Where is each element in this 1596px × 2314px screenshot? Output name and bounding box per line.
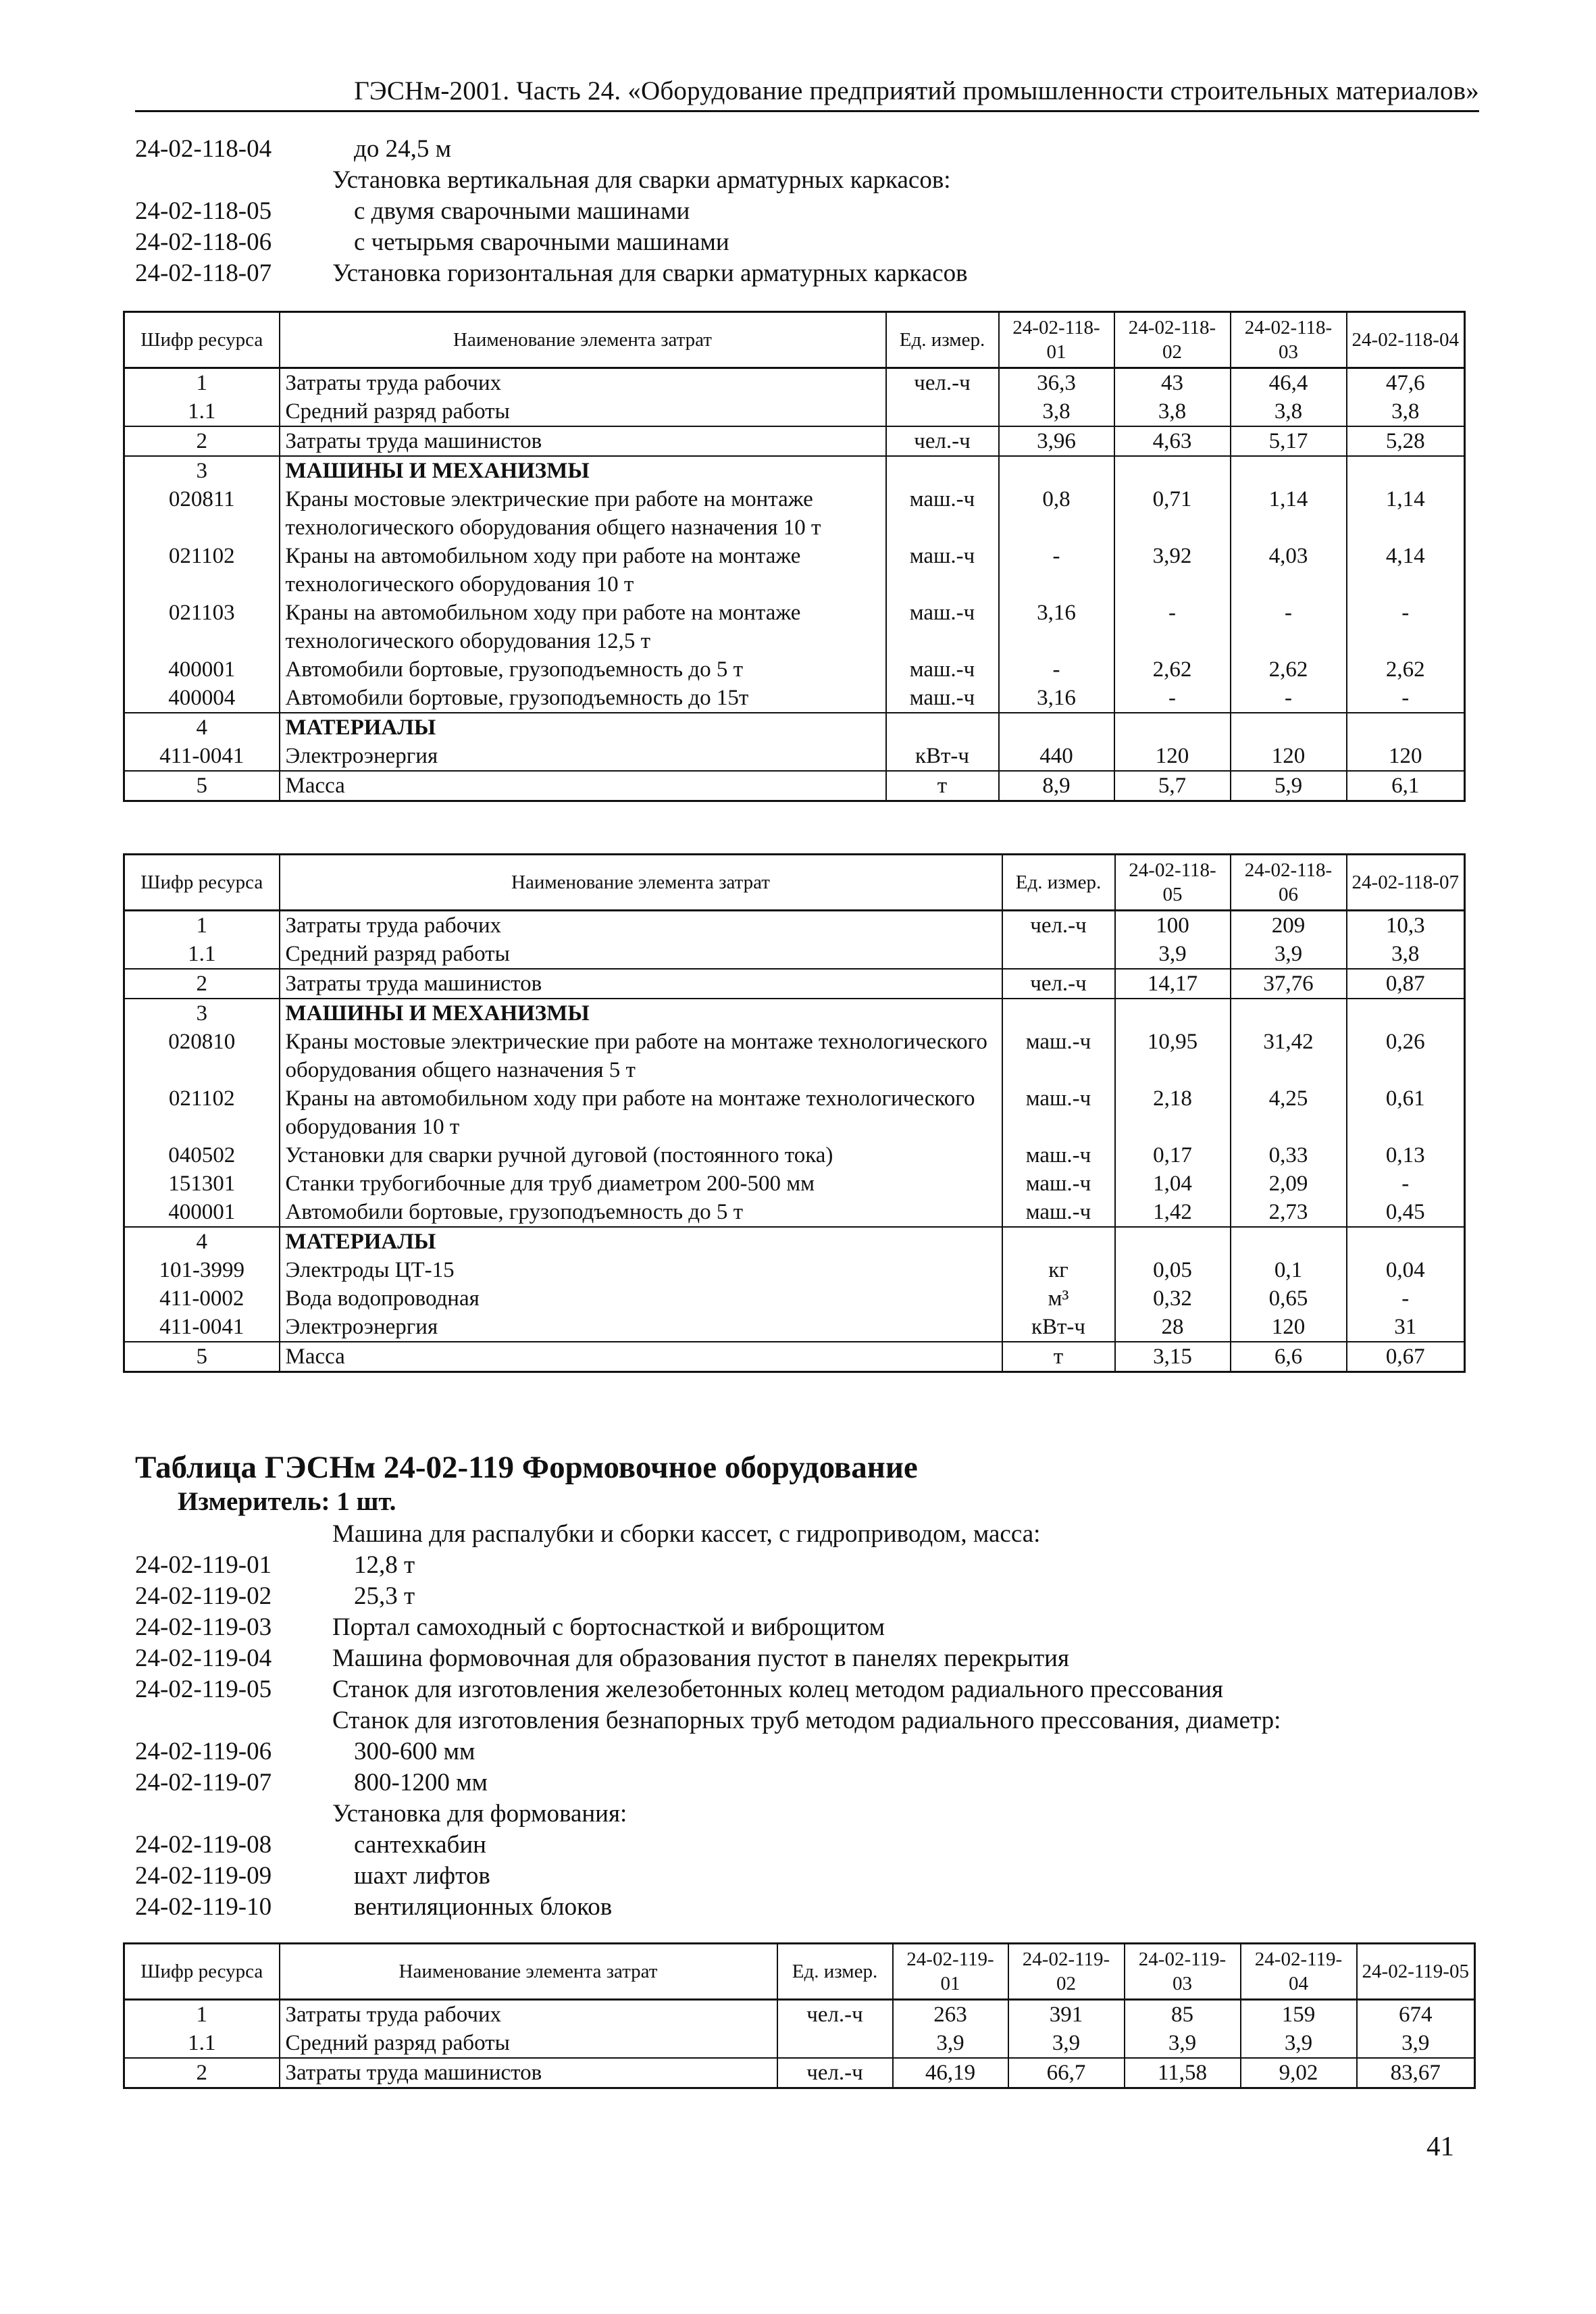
resource-code-cell: 5 [124,771,280,801]
table-row [124,1284,1465,1313]
cost-item-name: Краны на автомобильном ходу при работе на монтаже технологического оборудования 12,5 т [280,599,886,655]
column-header: Ед. измер. [1002,855,1115,911]
value-cell: 5,9 [1231,771,1347,801]
value-cell: 2,73 [1231,1198,1347,1227]
column-header: Шифр ресурса [124,312,280,368]
value-cell: 85 [1125,2000,1241,2030]
cost-item-name: Автомобили бортовые, грузоподъемность до 5 т [280,1198,1002,1227]
column-header: Наименование элемента затрат [280,312,886,368]
value-cell: 0,87 [1347,969,1465,999]
resource-code-cell: 5 [124,1342,280,1372]
value-cell: 83,67 [1357,2058,1475,2088]
cost-item-name: Электроды ЦТ-15 [280,1256,1002,1284]
table-row [124,1342,1465,1372]
resource-description: Машина формовочная для образования пустот в панелях перекрытия [332,1644,1069,1672]
value-cell [1115,1227,1231,1256]
value-cell: 3,96 [999,426,1114,456]
value-cell: 3,16 [999,684,1114,713]
value-cell: - [1114,599,1231,655]
resource-code: 24-02-118-06 [135,228,272,256]
cost-table-118-01-04 [123,311,1466,802]
resource-code-cell: 411-0041 [124,742,280,771]
resource-code: 24-02-119-09 [135,1862,272,1890]
column-header: 24-02-118-06 [1231,855,1347,911]
cost-item-name: МАШИНЫ И МЕХАНИЗМЫ [280,999,1002,1028]
table-row [124,456,1465,485]
value-cell: 3,15 [1115,1342,1231,1372]
value-cell [1231,999,1347,1028]
value-cell [1115,999,1231,1028]
resource-code-cell: 400001 [124,655,280,684]
value-cell: 2,62 [1114,655,1231,684]
value-cell: 11,58 [1125,2058,1241,2088]
cost-item-name: Установки для сварки ручной дуговой (постоянного тока) [280,1141,1002,1169]
value-cell: 3,16 [999,599,1114,655]
table-row [124,542,1465,599]
value-cell: 47,6 [1347,368,1465,398]
value-cell [999,456,1114,485]
value-cell: 1,14 [1231,485,1347,542]
resource-code-cell: 4 [124,1227,280,1256]
table-row [124,2029,1475,2058]
resource-code: 24-02-118-04 [135,135,272,163]
table-row [124,1141,1465,1169]
column-header: 24-02-119-01 [893,1944,1008,2000]
column-header: 24-02-119-03 [1125,1944,1241,2000]
unit-cell: маш.-ч [1002,1198,1115,1227]
resource-code-cell: 040502 [124,1141,280,1169]
unit-cell: кВт-ч [886,742,999,771]
value-cell: 31,42 [1231,1028,1347,1084]
column-header: Шифр ресурса [124,1944,280,2000]
resource-description: с двумя сварочными машинами [354,197,690,225]
cost-item-name: Станки трубогибочные для труб диаметром 200-500 мм [280,1169,1002,1198]
unit-cell: кг [1002,1256,1115,1284]
resource-code-cell: 020810 [124,1028,280,1084]
resource-code-cell: 2 [124,2058,280,2088]
resource-description: Установка горизонтальная для сварки арматурных каркасов [332,259,968,287]
column-header: Наименование элемента затрат [280,855,1002,911]
value-cell: 3,8 [1347,397,1465,426]
cost-item-name: Автомобили бортовые, грузоподъемность до 15т [280,684,886,713]
value-cell: 46,4 [1231,368,1347,398]
value-cell: 0,71 [1114,485,1231,542]
resource-code-cell: 1.1 [124,940,280,969]
value-cell: 0,8 [999,485,1114,542]
value-cell: 66,7 [1008,2058,1125,2088]
resource-description: сантехкабин [354,1831,486,1859]
cost-item-name: Затраты труда машинистов [280,969,1002,999]
value-cell [1114,713,1231,742]
value-cell: 209 [1231,911,1347,940]
cost-table-118-05-07 [123,853,1466,1373]
cost-item-name: Затраты труда машинистов [280,2058,777,2088]
page-number: 41 [1426,2130,1454,2161]
value-cell [999,713,1114,742]
cost-item-name: Средний разряд работы [280,397,886,426]
table-row [124,368,1465,398]
value-cell [1114,456,1231,485]
resource-code: 24-02-119-06 [135,1738,272,1765]
column-header: 24-02-118-01 [999,312,1114,368]
table-row [124,1227,1465,1256]
value-cell: 120 [1231,1313,1347,1342]
table-row [124,397,1465,426]
resource-description: Машина для распалубки и сборки кассет, с гидроприводом, масса: [332,1520,1041,1548]
resource-code: 24-02-119-05 [135,1676,272,1703]
unit-cell: чел.-ч [886,426,999,456]
resource-code: 24-02-118-05 [135,197,272,225]
value-cell: 159 [1241,2000,1357,2030]
resource-description: 12,8 т [354,1551,415,1579]
value-cell: 2,09 [1231,1169,1347,1198]
value-cell: 0,17 [1115,1141,1231,1169]
value-cell: 0,45 [1347,1198,1465,1227]
resource-description: до 24,5 м [354,135,451,163]
unit-cell: чел.-ч [1002,969,1115,999]
cost-item-name: Затраты труда машинистов [280,426,886,456]
value-cell: 3,8 [1231,397,1347,426]
table-row [124,1256,1465,1284]
cost-item-name: МАТЕРИАЛЫ [280,1227,1002,1256]
value-cell: - [1347,599,1465,655]
value-cell: 0,1 [1231,1256,1347,1284]
resource-description: 25,3 т [354,1582,415,1610]
value-cell: 0,61 [1347,1084,1465,1141]
value-cell: 0,65 [1231,1284,1347,1313]
value-cell: 3,9 [1231,940,1347,969]
value-cell [1231,713,1347,742]
unit-cell: маш.-ч [1002,1169,1115,1198]
resource-description: Станок для изготовления железобетонных колец методом радиального прессования [332,1676,1224,1703]
column-header: 24-02-118-03 [1231,312,1347,368]
measure-unit-label: Измеритель: 1 шт. [178,1487,396,1516]
cost-item-name: Электроэнергия [280,1313,1002,1342]
value-cell: 674 [1357,2000,1475,2030]
resource-description: 300-600 мм [354,1738,475,1765]
resource-code-cell: 021103 [124,599,280,655]
value-cell: 37,76 [1231,969,1347,999]
table-row [124,426,1465,456]
resource-code-cell: 1 [124,911,280,940]
resource-code: 24-02-119-08 [135,1831,272,1859]
value-cell: 4,14 [1347,542,1465,599]
resource-code-cell: 021102 [124,1084,280,1141]
resource-code-cell: 3 [124,999,280,1028]
value-cell: 6,1 [1347,771,1465,801]
value-cell: 440 [999,742,1114,771]
resource-code: 24-02-119-01 [135,1551,272,1579]
resource-description: Портал самоходный с бортоснасткой и виброщитом [332,1613,885,1641]
value-cell: 0,32 [1115,1284,1231,1313]
column-header: Шифр ресурса [124,855,280,911]
value-cell: 9,02 [1241,2058,1357,2088]
value-cell: 1,42 [1115,1198,1231,1227]
table-header-row [124,312,1465,368]
table-row [124,2000,1475,2030]
value-cell: 2,62 [1347,655,1465,684]
value-cell: 3,92 [1114,542,1231,599]
value-cell: 391 [1008,2000,1125,2030]
value-cell: 8,9 [999,771,1114,801]
unit-cell: чел.-ч [886,368,999,398]
table-row [124,485,1465,542]
value-cell: - [999,542,1114,599]
value-cell: 3,8 [999,397,1114,426]
value-cell: 1,14 [1347,485,1465,542]
unit-cell [1002,1227,1115,1256]
resource-code-cell: 2 [124,969,280,999]
unit-cell: т [886,771,999,801]
cost-item-name: Средний разряд работы [280,940,1002,969]
value-cell: 3,9 [1115,940,1231,969]
value-cell [1347,713,1465,742]
table-row [124,1028,1465,1084]
unit-cell: маш.-ч [1002,1084,1115,1141]
cost-item-name: Вода водопроводная [280,1284,1002,1313]
value-cell [1231,1227,1347,1256]
value-cell: - [1347,684,1465,713]
value-cell: 10,3 [1347,911,1465,940]
value-cell: 3,9 [1357,2029,1475,2058]
cost-item-name: Затраты труда рабочих [280,368,886,398]
unit-cell: маш.-ч [1002,1141,1115,1169]
table-row [124,911,1465,940]
cost-item-name: Краны на автомобильном ходу при работе на монтаже технологического оборудования 10 т [280,1084,1002,1141]
table-row [124,999,1465,1028]
column-header: Ед. измер. [777,1944,893,2000]
unit-cell: маш.-ч [1002,1028,1115,1084]
column-header: Наименование элемента затрат [280,1944,777,2000]
value-cell [1347,1227,1465,1256]
resource-description: 800-1200 мм [354,1769,488,1796]
value-cell: 14,17 [1115,969,1231,999]
column-header: 24-02-119-02 [1008,1944,1125,2000]
table-header-row [124,1944,1475,2000]
resource-description: с четырьмя сварочными машинами [354,228,729,256]
resource-code-cell: 2 [124,426,280,456]
resource-description: Станок для изготовления безнапорных труб методом радиального прессования, диаметр: [332,1707,1281,1734]
table-row [124,2058,1475,2088]
value-cell: 3,9 [1241,2029,1357,2058]
table-header-row [124,855,1465,911]
resource-code-cell: 3 [124,456,280,485]
cost-item-name: Средний разряд работы [280,2029,777,2058]
value-cell: 28 [1115,1313,1231,1342]
resource-code-cell: 411-0002 [124,1284,280,1313]
unit-cell: чел.-ч [777,2000,893,2030]
cost-item-name: Масса [280,1342,1002,1372]
column-header: 24-02-118-07 [1347,855,1465,911]
value-cell: 1,04 [1115,1169,1231,1198]
table-row [124,771,1465,801]
value-cell: 2,62 [1231,655,1347,684]
cost-item-name: Автомобили бортовые, грузоподъемность до 5 т [280,655,886,684]
cost-item-name: Масса [280,771,886,801]
unit-cell [886,397,999,426]
value-cell [1231,456,1347,485]
table-row [124,742,1465,771]
value-cell: 46,19 [893,2058,1008,2088]
unit-cell: маш.-ч [886,542,999,599]
table-row [124,1084,1465,1141]
resource-code-cell: 4 [124,713,280,742]
value-cell: - [999,655,1114,684]
value-cell: 3,8 [1347,940,1465,969]
value-cell: 120 [1231,742,1347,771]
unit-cell: кВт-ч [1002,1313,1115,1342]
value-cell: - [1347,1169,1465,1198]
cost-item-name: Краны на автомобильном ходу при работе на монтаже технологического оборудования 10 т [280,542,886,599]
resource-code-cell: 1 [124,2000,280,2030]
cost-item-name: Затраты труда рабочих [280,911,1002,940]
value-cell: 5,17 [1231,426,1347,456]
unit-cell [886,456,999,485]
resource-code-cell: 1.1 [124,397,280,426]
resource-description: Установка для формования: [332,1800,627,1828]
resource-code: 24-02-119-10 [135,1893,272,1921]
value-cell: 0,26 [1347,1028,1465,1084]
unit-cell [1002,940,1115,969]
value-cell: 3,9 [1008,2029,1125,2058]
unit-cell: маш.-ч [886,684,999,713]
cost-item-name: Электроэнергия [280,742,886,771]
table-row [124,969,1465,999]
resource-code-cell: 1 [124,368,280,398]
value-cell: 3,9 [893,2029,1008,2058]
cost-item-name: Краны мостовые электрические при работе на монтаже технологического оборудования общего назначения 10 т [280,485,886,542]
cost-item-name: Краны мостовые электрические при работе на монтаже технологического оборудования общего назначения 5 т [280,1028,1002,1084]
value-cell: 0,33 [1231,1141,1347,1169]
value-cell: 0,13 [1347,1141,1465,1169]
table-row [124,599,1465,655]
unit-cell: маш.-ч [886,655,999,684]
table-row [124,1198,1465,1227]
resource-code-cell: 021102 [124,542,280,599]
column-header: 24-02-119-05 [1357,1944,1475,2000]
unit-cell: маш.-ч [886,599,999,655]
cost-table-119-01-05 [123,1942,1476,2089]
resource-code-cell: 411-0041 [124,1313,280,1342]
value-cell: 120 [1114,742,1231,771]
unit-cell: маш.-ч [886,485,999,542]
value-cell [1347,456,1465,485]
column-header: 24-02-119-04 [1241,1944,1357,2000]
value-cell: 4,25 [1231,1084,1347,1141]
value-cell: 2,18 [1115,1084,1231,1141]
column-header: Ед. измер. [886,312,999,368]
value-cell: 31 [1347,1313,1465,1342]
page-header: ГЭСНм-2001. Часть 24. «Оборудование предприятий промышленности строительных материалов» [135,76,1479,112]
table-row [124,713,1465,742]
value-cell: 0,67 [1347,1342,1465,1372]
value-cell [1347,999,1465,1028]
resource-description: вентиляционных блоков [354,1893,613,1921]
value-cell: - [1231,684,1347,713]
value-cell: 3,8 [1114,397,1231,426]
table-row [124,655,1465,684]
resource-code-cell: 400001 [124,1198,280,1227]
resource-description: шахт лифтов [354,1862,490,1890]
unit-cell [777,2029,893,2058]
value-cell: 0,05 [1115,1256,1231,1284]
resource-code: 24-02-119-07 [135,1769,272,1796]
value-cell: 0,04 [1347,1256,1465,1284]
resource-description: Установка вертикальная для сварки арматурных каркасов: [332,166,951,194]
resource-code: 24-02-119-02 [135,1582,272,1610]
table-row [124,940,1465,969]
value-cell: 5,28 [1347,426,1465,456]
value-cell: - [1114,684,1231,713]
column-header: 24-02-118-05 [1115,855,1231,911]
unit-cell: чел.-ч [777,2058,893,2088]
value-cell: 36,3 [999,368,1114,398]
unit-cell [1002,999,1115,1028]
value-cell: - [1347,1284,1465,1313]
unit-cell: т [1002,1342,1115,1372]
resource-code-cell: 400004 [124,684,280,713]
cost-item-name: МАШИНЫ И МЕХАНИЗМЫ [280,456,886,485]
resource-code: 24-02-118-07 [135,259,272,287]
value-cell: 6,6 [1231,1342,1347,1372]
column-header: 24-02-118-02 [1114,312,1231,368]
unit-cell: чел.-ч [1002,911,1115,940]
value-cell: 3,9 [1125,2029,1241,2058]
table-row [124,1313,1465,1342]
value-cell: 5,7 [1114,771,1231,801]
resource-code-cell: 101-3999 [124,1256,280,1284]
table-section-title: Таблица ГЭСНм 24-02-119 Формовочное оборудование [135,1450,918,1485]
value-cell: 10,95 [1115,1028,1231,1084]
value-cell: - [1231,599,1347,655]
value-cell: 263 [893,2000,1008,2030]
value-cell: 43 [1114,368,1231,398]
value-cell: 4,63 [1114,426,1231,456]
column-header: 24-02-118-04 [1347,312,1465,368]
value-cell: 120 [1347,742,1465,771]
cost-item-name: Затраты труда рабочих [280,2000,777,2030]
unit-cell [886,713,999,742]
cost-item-name: МАТЕРИАЛЫ [280,713,886,742]
table-row [124,684,1465,713]
resource-code-cell: 151301 [124,1169,280,1198]
resource-code: 24-02-119-03 [135,1613,272,1641]
value-cell: 4,03 [1231,542,1347,599]
resource-code-cell: 1.1 [124,2029,280,2058]
table-row [124,1169,1465,1198]
resource-code: 24-02-119-04 [135,1644,272,1672]
value-cell: 100 [1115,911,1231,940]
resource-code-cell: 020811 [124,485,280,542]
unit-cell: м³ [1002,1284,1115,1313]
